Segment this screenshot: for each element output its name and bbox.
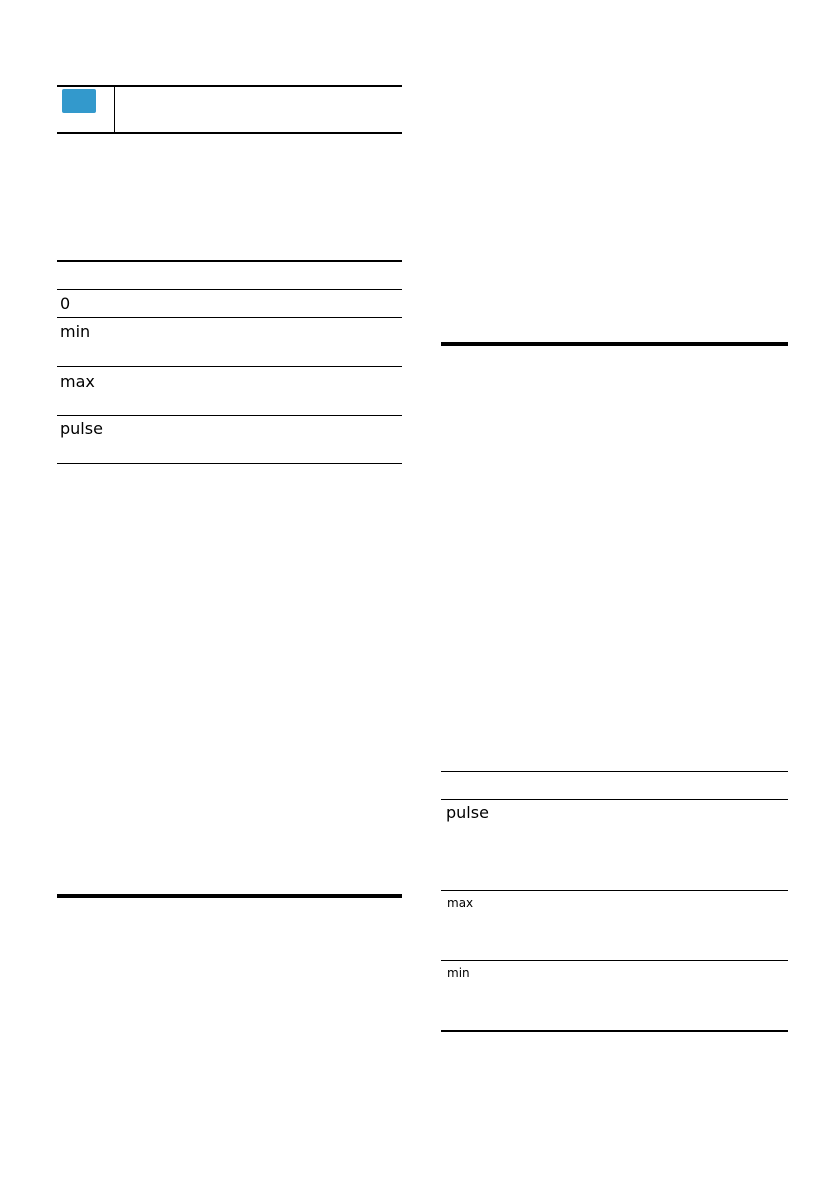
row-setting-label: pulse (60, 419, 103, 438)
row-divider (57, 317, 402, 318)
row-divider (441, 890, 788, 891)
left-table-header-rule (57, 289, 402, 290)
right-table-bottom-rule (441, 1030, 788, 1032)
right-table-header-rule (441, 799, 788, 800)
section-heading-rule (441, 342, 788, 346)
row-divider (57, 415, 402, 416)
row-setting-label: max (447, 896, 474, 910)
row-setting-label: max (60, 372, 95, 391)
note-top-rule (57, 85, 402, 87)
note-divider (114, 86, 115, 133)
section-heading-rule (57, 894, 402, 898)
row-divider (57, 366, 402, 367)
left-table-bottom-rule (57, 463, 402, 464)
note-bottom-rule (57, 132, 402, 134)
right-table-top-rule (441, 771, 788, 772)
row-setting-label: min (447, 966, 470, 980)
left-table-top-rule (57, 260, 402, 262)
row-setting-label: min (60, 322, 91, 341)
info-note-icon (62, 89, 96, 113)
row-divider (441, 960, 788, 961)
row-setting-label: pulse (446, 803, 489, 822)
row-setting-label: 0 (60, 294, 71, 313)
